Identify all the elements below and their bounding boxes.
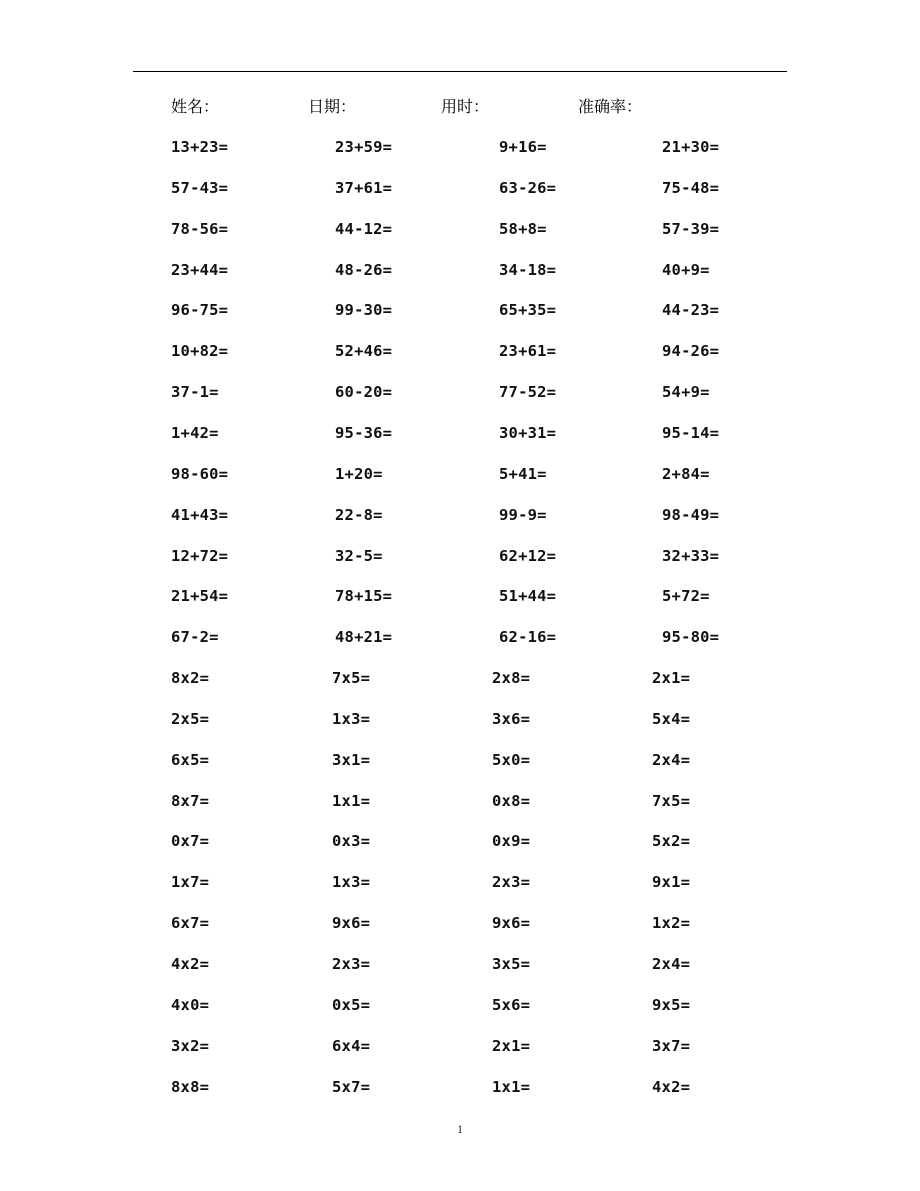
- math-problem: 4x2=: [652, 1077, 691, 1096]
- math-problem: 48+21=: [335, 628, 393, 647]
- math-problem: 6x5=: [171, 750, 210, 769]
- math-problem: 5+72=: [662, 587, 710, 606]
- header-rule: [133, 71, 787, 72]
- math-problem: 3x7=: [652, 1036, 691, 1055]
- math-problem: 3x2=: [171, 1036, 210, 1055]
- math-problem: 95-36=: [335, 423, 393, 442]
- math-problem: 2x1=: [492, 1036, 531, 1055]
- math-problem: 22-8=: [335, 505, 383, 524]
- math-problem: 2x4=: [652, 750, 691, 769]
- math-problem: 5x4=: [652, 709, 691, 728]
- math-problem: 3x1=: [332, 750, 371, 769]
- math-problem: 21+30=: [662, 138, 720, 156]
- math-problem: 9+16=: [499, 138, 547, 156]
- math-problem: 44-23=: [662, 301, 720, 320]
- math-problem: 2x3=: [332, 955, 371, 973]
- math-problem: 75-48=: [662, 178, 720, 197]
- math-problem: 99-9=: [499, 505, 547, 524]
- date-label: 日期：: [308, 97, 357, 116]
- student-info-row: [0, 94, 920, 118]
- math-problem: 6x4=: [332, 1036, 371, 1055]
- math-problem: 23+61=: [499, 342, 557, 361]
- math-problem: 99-30=: [335, 301, 393, 320]
- math-problem: 1+42=: [171, 423, 219, 442]
- math-problem: 0x5=: [332, 995, 371, 1014]
- math-problem: 23+59=: [335, 138, 393, 156]
- math-problem: 9x6=: [332, 914, 371, 933]
- math-problem: 37+61=: [335, 178, 393, 197]
- math-problem: 54+9=: [662, 383, 710, 402]
- math-problem: 32+33=: [662, 546, 720, 565]
- math-problem: 51+44=: [499, 587, 557, 606]
- math-problem: 0x7=: [171, 832, 210, 851]
- math-problem: 1+20=: [335, 464, 383, 483]
- math-problem: 5x7=: [332, 1077, 371, 1096]
- math-problem: 6x7=: [171, 914, 210, 933]
- math-problem: 5x0=: [492, 750, 531, 769]
- math-problem: 4x0=: [171, 995, 210, 1014]
- math-problem: 9x6=: [492, 914, 531, 933]
- math-problem: 2x8=: [492, 669, 531, 688]
- math-problem: 58+8=: [499, 219, 547, 238]
- math-problem: 52+46=: [335, 342, 393, 361]
- math-problem: 0x9=: [492, 832, 531, 851]
- math-problem: 57-39=: [662, 219, 720, 238]
- name-label: 姓名：: [171, 97, 220, 116]
- math-problem: 8x2=: [171, 669, 210, 688]
- math-problem: 62-16=: [499, 628, 557, 647]
- math-problem: 0x8=: [492, 791, 531, 810]
- math-problem: 57-43=: [171, 178, 229, 197]
- math-problem: 98-49=: [662, 505, 720, 524]
- math-problem: 41+43=: [171, 505, 229, 524]
- math-problem: 9x5=: [652, 995, 691, 1014]
- math-problem: 78-56=: [171, 219, 229, 238]
- math-problem: 94-26=: [662, 342, 720, 361]
- math-problem: 23+44=: [171, 260, 229, 279]
- math-problem: 37-1=: [171, 383, 219, 402]
- math-problem: 0x3=: [332, 832, 371, 851]
- math-problem: 10+82=: [171, 342, 229, 361]
- math-problem: 8x8=: [171, 1077, 210, 1096]
- math-problem: 96-75=: [171, 301, 229, 320]
- math-problem: 95-80=: [662, 628, 720, 647]
- math-problem: 8x7=: [171, 791, 210, 810]
- math-problem: 3x5=: [492, 955, 531, 973]
- math-problem: 7x5=: [332, 669, 371, 688]
- math-problem: 95-14=: [662, 423, 720, 442]
- math-problem: 1x1=: [492, 1077, 531, 1096]
- math-problem: 1x7=: [171, 873, 210, 892]
- math-problem: 77-52=: [499, 383, 557, 402]
- math-problem: 4x2=: [171, 955, 210, 973]
- math-problem: 2+84=: [662, 464, 710, 483]
- math-problem: 3x6=: [492, 709, 531, 728]
- math-problem: 60-20=: [335, 383, 393, 402]
- math-problem: 1x3=: [332, 709, 371, 728]
- math-problem: 5+41=: [499, 464, 547, 483]
- math-problem: 67-2=: [171, 628, 219, 647]
- math-problem: 1x1=: [332, 791, 371, 810]
- math-problem: 5x6=: [492, 995, 531, 1014]
- math-problem: 13+23=: [171, 138, 229, 156]
- math-problem: 1x2=: [652, 914, 691, 933]
- math-problem: 48-26=: [335, 260, 393, 279]
- math-problem: 30+31=: [499, 423, 557, 442]
- math-problem: 5x2=: [652, 832, 691, 851]
- math-problem: 2x4=: [652, 955, 691, 973]
- math-problem: 32-5=: [335, 546, 383, 565]
- accuracy-label: 准确率：: [578, 97, 643, 116]
- math-problem: 62+12=: [499, 546, 557, 565]
- math-problem: 21+54=: [171, 587, 229, 606]
- math-problem: 65+35=: [499, 301, 557, 320]
- math-problem: 2x5=: [171, 709, 210, 728]
- math-problem: 2x3=: [492, 873, 531, 892]
- math-problem: 1x3=: [332, 873, 371, 892]
- math-problem: 7x5=: [652, 791, 691, 810]
- math-problem: 44-12=: [335, 219, 393, 238]
- time-label: 用时：: [441, 97, 490, 116]
- math-problem: 2x1=: [652, 669, 691, 688]
- math-problem: 40+9=: [662, 260, 710, 279]
- math-problem: 78+15=: [335, 587, 393, 606]
- math-problem: 9x1=: [652, 873, 691, 892]
- math-problem: 98-60=: [171, 464, 229, 483]
- page-number: 1: [457, 1122, 463, 1136]
- math-problem: 12+72=: [171, 546, 229, 565]
- math-problem: 63-26=: [499, 178, 557, 197]
- math-problem: 34-18=: [499, 260, 557, 279]
